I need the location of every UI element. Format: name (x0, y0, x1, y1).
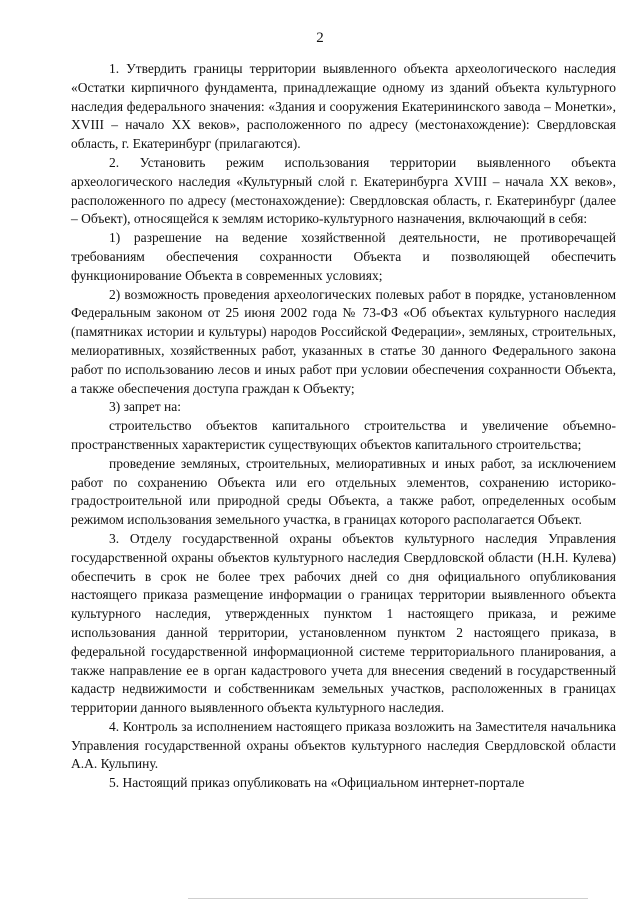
paragraph-prohibition-construction: строительство объектов капитального строительства и увеличение объемно-пространственных характеристик существующих объектов капитального строительства; (71, 418, 616, 452)
paragraph-archaeological-works: 2) возможность проведения археологических полевых работ в порядке, установленном Федеральным законом от 25 июня 2002 года № 73-ФЗ «Об объектах культурного наследия (памятниках истории и культуры) народов Российской Федерации», земляных, строительных, мелиоративных, хозяйственных работ, указанных в статье 30 данного Федерального закона работ по использованию лесов и иных работ при условии обеспечения сохранности Объекта, а также обеспечения доступа граждан к Объекту; (71, 286, 616, 396)
paragraph-prohibition-heading: 3) запрет на: (109, 399, 181, 415)
page-number: 2 (316, 30, 324, 46)
paragraph-prohibition-works: проведение земляных, строительных, мелиоративных и иных работ, за исключением работ по сохранению Объекта или его отдельных элементов, сохранению историко-градостроительной или природной среды Объекта, а также работ, определенных особым режимом использования земельного участка, в границах которого располагается Объект. (71, 455, 616, 528)
paragraph-department-duties: 3. Отделу государственной охраны объектов культурного наследия Управления государственной охраны объектов культурного наследия Свердловской области (Н.Н. Кулева) обеспечить в срок не более трех рабочих дней со дня официального опубликования настоящего приказа размещение информации о границах территории выявленного объекта культурного наследия, утвержденных пунктом 1 настоящего приказа, и режиме использования данной территории, установленном пунктом 2 настоящего приказа, в федеральной государственной информационной системе территориального планирования, а также направление ее в орган кадастрового учета для внесения сведений в государственный кадастр недвижимости и собственникам земельных участков, расположенных в границах территории данного выявленного объекта культурного наследия. (71, 530, 616, 716)
document-body (71, 60, 616, 793)
paragraph-publication: 5. Настоящий приказ опубликовать на «Официальном интернет-портале (109, 775, 525, 791)
paragraph-approve-boundaries: 1. Утвердить границы территории выявленного объекта археологического наследия «Остатки кирпичного фундамента, принадлежащие одному из зданий объекта культурного наследия федерального значения: «Здания и сооружения Екатерининского завода – Монетки», XVIII – начало XX веков», расположенного по адресу (местонахождение): Свердловская область, г. Екатеринбург (прилагаются). (71, 61, 616, 152)
paragraph-permission-activity: 1) разрешение на ведение хозяйственной деятельности, не противоречащей требованиям обеспечения сохранности Объекта и позволяющей обеспечить функционирование Объекта в современных условиях; (71, 230, 616, 283)
paragraph-usage-regime: 2. Установить режим использования территории выявленного объекта археологического наследия «Культурный слой г. Екатеринбурга XVIII – начала XX веков», расположенного по адресу (местонахождение): Свердловская область, г. Екатеринбург (далее – Объект), относящейся к землям историко-культурного назначения, включающий в себя: (71, 154, 616, 227)
paragraph-control: 4. Контроль за исполнением настоящего приказа возложить на Заместителя начальника Управления государственной охраны объектов культурного наследия Свердловской области А.А. Кульпину. (71, 718, 616, 772)
footer-divider (188, 898, 588, 899)
